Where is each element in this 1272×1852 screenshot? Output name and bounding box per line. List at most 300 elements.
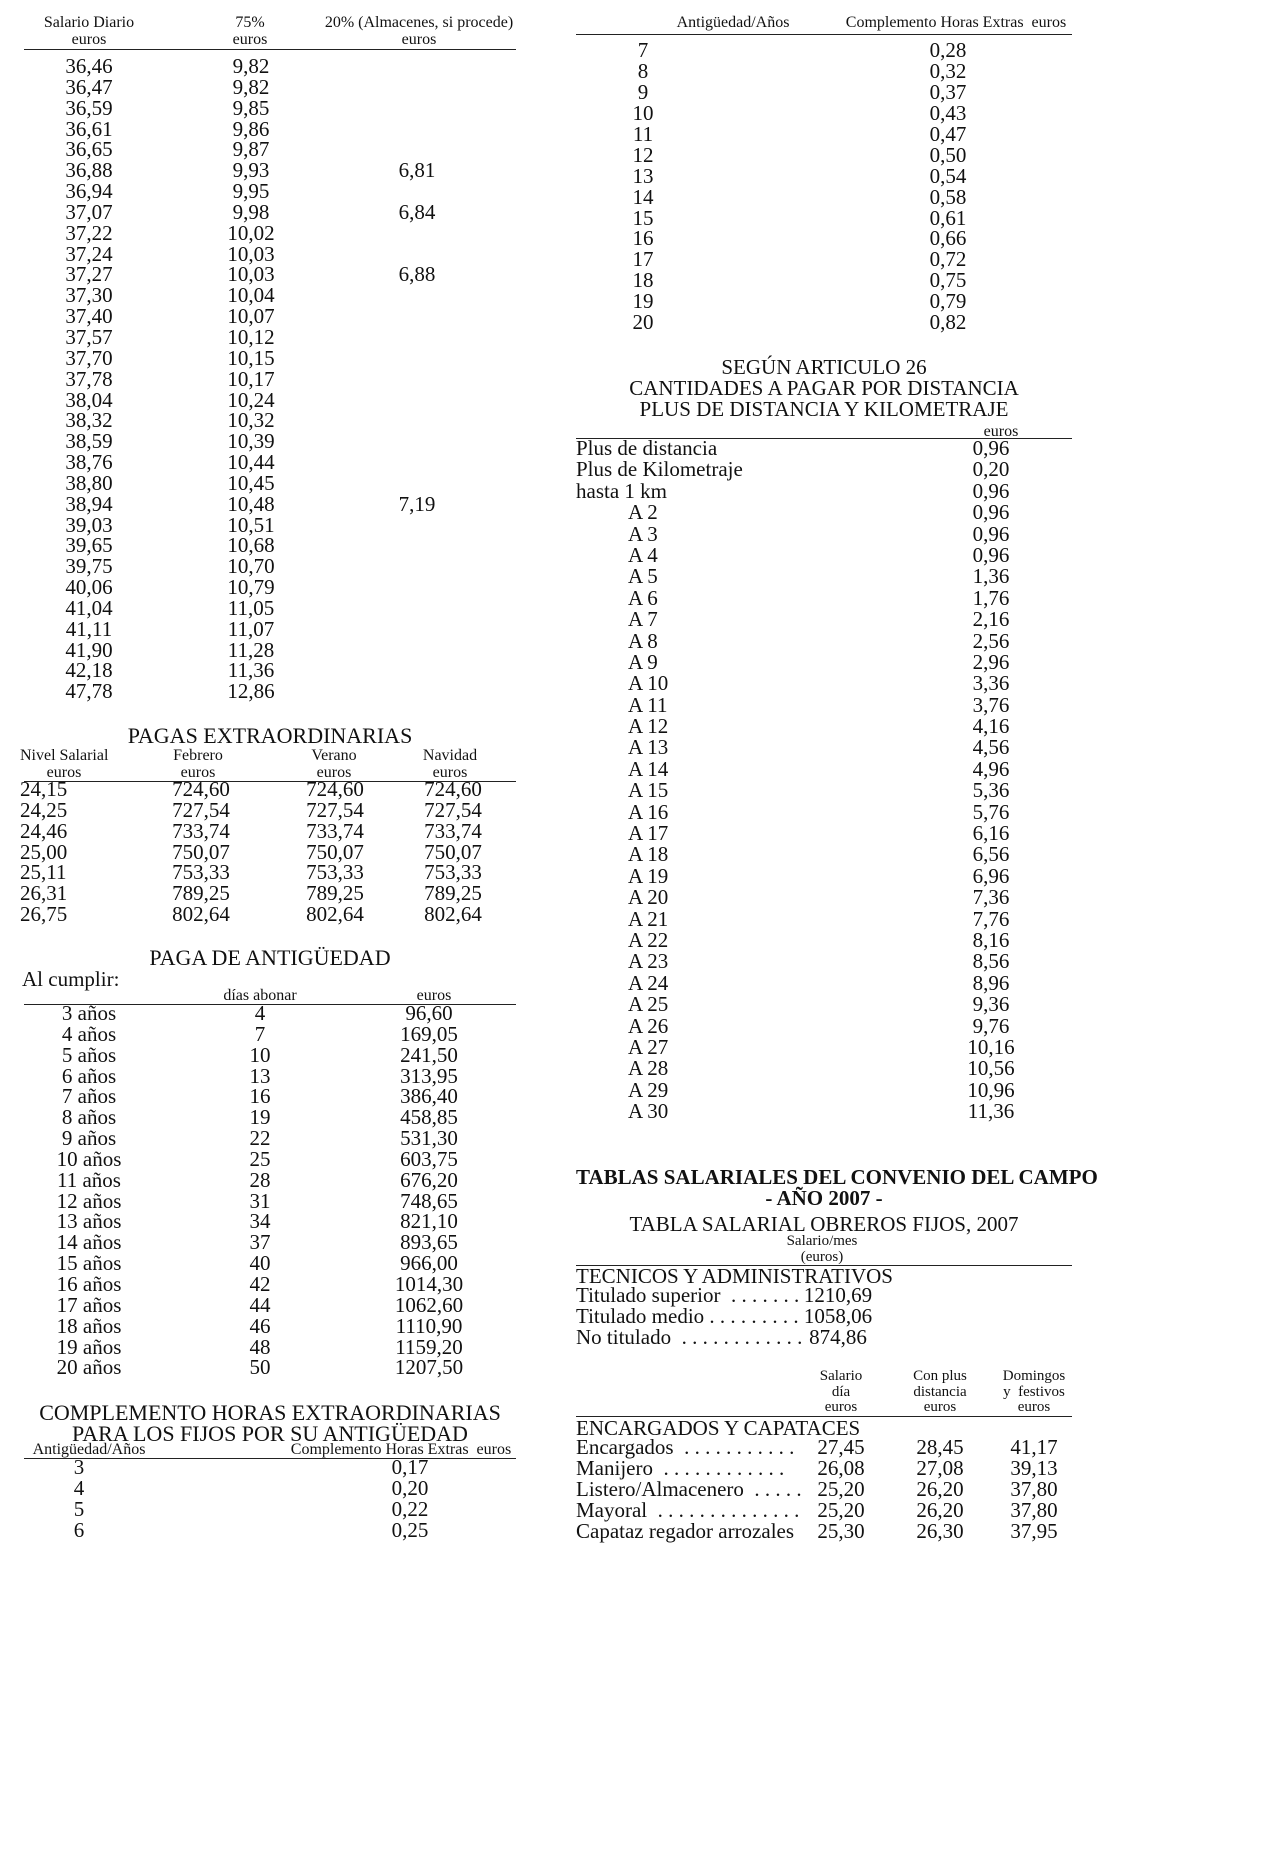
encargados-row-cell-4: 37,80 <box>1010 1498 1058 1522</box>
antig-row <box>24 1357 516 1378</box>
antig-row-cell-1: 20 años <box>56 1355 122 1380</box>
dist-row-label: A 17 <box>628 821 669 846</box>
dist-row <box>576 649 1072 674</box>
antig-row-cell-1: 17 años <box>56 1292 122 1317</box>
salario-row <box>24 116 516 141</box>
comp-right-row-cell-2: 0,47 <box>929 121 967 146</box>
antig-row <box>24 1146 516 1171</box>
dist-row-value: 9,36 <box>972 992 1010 1017</box>
dist-row-label: A 19 <box>628 863 669 888</box>
antig-row <box>24 1188 516 1213</box>
dist-row-label: A 24 <box>628 970 669 995</box>
salario-row-cell-3: 6,81 <box>398 158 436 183</box>
antig-row-cell-3: 748,65 <box>400 1188 458 1213</box>
dist-row-value: 11,36 <box>967 1099 1015 1124</box>
salario-row-cell-2: 10,45 <box>227 470 275 495</box>
salario-row-cell-1: 38,59 <box>65 429 113 454</box>
dist-row-value: 0,96 <box>972 436 1010 460</box>
salario-row-cell-1: 36,88 <box>65 158 113 183</box>
dist-row-label: A 30 <box>628 1099 669 1124</box>
antig-row-cell-3: 313,95 <box>400 1063 458 1088</box>
comp-rule-right <box>576 34 1072 35</box>
comp-right-row-cell-2: 0,54 <box>929 163 967 188</box>
pagas-row-cell-4: 727,54 <box>424 797 482 822</box>
dist-row-value: 0,96 <box>972 521 1010 546</box>
comp-right-row <box>632 100 1072 125</box>
salario-row-cell-2: 11,07 <box>227 616 275 641</box>
dist-row-value: 0,20 <box>972 457 1010 482</box>
salario-row <box>24 220 516 245</box>
pagas-row-cell-3: 733,74 <box>306 818 364 843</box>
pagas-table <box>20 777 516 927</box>
salario-row <box>24 324 516 349</box>
dist-row-value: 0,96 <box>972 500 1010 525</box>
salario-row <box>24 512 516 537</box>
comp-right-row <box>632 268 1072 293</box>
comp-right-row-cell-1: 9 <box>637 79 649 104</box>
comp-right-row <box>632 289 1072 314</box>
antig-row-cell-3: 1110,90 <box>395 1313 463 1338</box>
comp-left-row-cell-2: 0,22 <box>391 1496 429 1521</box>
antig-row-cell-2: 28 <box>249 1167 271 1192</box>
dist-row-label: Plus de distancia <box>576 436 718 460</box>
comp-title-2: PARA LOS FIJOS POR SU ANTIGÜEDAD <box>72 1421 468 1446</box>
antig-row-cell-2: 16 <box>249 1084 271 1109</box>
dist-row <box>576 502 1072 523</box>
antig-row <box>24 1042 516 1067</box>
dist-row <box>576 756 1072 781</box>
antig-row-cell-1: 12 años <box>56 1188 122 1213</box>
pagas-row-cell-4: 753,33 <box>424 860 482 885</box>
antig-row-cell-1: 15 años <box>56 1251 122 1276</box>
dist-row <box>576 438 1072 459</box>
salario-row-cell-2: 10,12 <box>227 324 275 349</box>
dist-row-label: A 18 <box>628 842 669 867</box>
salario-row <box>24 681 516 702</box>
pagas-row-cell-3: 727,54 <box>306 797 364 822</box>
tecnicos-heading: TECNICOS Y ADMINISTRATIVOS <box>576 1264 893 1288</box>
pagas-row-cell-4: 733,74 <box>424 818 482 843</box>
salario-row-cell-2: 9,98 <box>232 199 270 224</box>
pagas-row-cell-3: 750,07 <box>306 839 364 864</box>
comp-right-row <box>632 142 1072 167</box>
tecnicos-row-cell-1: Titulado superior . . . . . . . <box>576 1283 800 1307</box>
comp-left-row <box>24 1496 516 1521</box>
antig-row-cell-1: 14 años <box>56 1230 122 1255</box>
salario-row-cell-2: 10,79 <box>227 575 275 600</box>
antig-row <box>24 1271 516 1296</box>
dist-row <box>576 1034 1072 1059</box>
dist-row-label: A 5 <box>628 564 658 589</box>
antig-row-cell-1: 3 años <box>61 1001 117 1025</box>
comp-right-row-cell-1: 14 <box>632 184 654 209</box>
pagas-row-cell-4: 750,07 <box>424 839 482 864</box>
pagas-row <box>20 902 516 927</box>
dist-row <box>576 673 1072 694</box>
comp-title-1: COMPLEMENTO HORAS EXTRAORDINARIAS <box>39 1400 501 1425</box>
salario-row-cell-2: 10,32 <box>227 408 275 433</box>
dist-row <box>576 844 1072 865</box>
salario-row-cell-2: 10,39 <box>227 429 275 454</box>
salario-row-cell-3: 7,19 <box>398 491 436 516</box>
dist-row <box>576 823 1072 844</box>
pagas-row-cell-1: 26,75 <box>20 902 68 927</box>
comp-table-left <box>24 1457 516 1540</box>
dist-row-value: 6,96 <box>972 863 1010 888</box>
dist-row-value: 10,16 <box>967 1034 1015 1059</box>
dist-row-value: 5,76 <box>972 799 1010 824</box>
dist-table <box>576 438 1072 1123</box>
dist-row-value: 7,76 <box>972 906 1010 931</box>
antig-row-cell-2: 50 <box>249 1355 271 1380</box>
salario-row-cell-2: 10,24 <box>227 387 275 412</box>
comp-right-row-cell-2: 0,50 <box>929 142 967 167</box>
antig-row-cell-1: 13 años <box>56 1209 122 1234</box>
salario-row-cell-1: 37,24 <box>65 241 113 266</box>
antig-row-cell-2: 19 <box>249 1105 271 1130</box>
pagas-row-cell-2: 727,54 <box>172 797 230 822</box>
salario-row-cell-2: 9,87 <box>232 137 270 162</box>
comp-right-row-cell-1: 7 <box>637 38 649 62</box>
header-antig-euros: euros <box>416 987 452 1004</box>
salario-row-cell-2: 9,82 <box>232 54 270 78</box>
antig-row-cell-3: 241,50 <box>400 1042 458 1067</box>
pagas-row-cell-2: 753,33 <box>172 860 230 885</box>
dist-row <box>576 994 1072 1015</box>
comp-left-row-cell-2: 0,17 <box>391 1455 429 1479</box>
salario-row <box>24 181 516 202</box>
salario-row <box>24 660 516 681</box>
pagas-row-cell-4: 724,60 <box>424 777 482 801</box>
dist-row-label: A 29 <box>628 1077 669 1102</box>
encargados-row-cell-3: 28,45 <box>916 1435 964 1459</box>
antig-row <box>24 1313 516 1338</box>
dist-row <box>576 478 1072 503</box>
salario-mes-unit: (euros) <box>800 1249 844 1265</box>
salario-row-cell-2: 10,07 <box>227 304 275 329</box>
antig-row-cell-1: 10 años <box>56 1146 122 1171</box>
header-75-unit: euros <box>232 31 268 48</box>
antig-row-cell-1: 9 años <box>61 1126 117 1151</box>
salario-row-cell-1: 42,18 <box>65 658 113 683</box>
encargados-row-cell-4: 41,17 <box>1010 1435 1058 1459</box>
dist-row-label: A 22 <box>628 927 669 952</box>
encargados-table <box>576 1437 1072 1542</box>
dist-row-label: Plus de Kilometraje <box>576 457 743 482</box>
encargados-row-cell-1: Encargados . . . . . . . . . . . <box>576 1435 795 1459</box>
dist-row-label: A 26 <box>628 1013 669 1038</box>
encargados-row-cell-4: 39,13 <box>1010 1456 1058 1480</box>
encargados-row-cell-4: 37,80 <box>1010 1477 1058 1501</box>
pagas-row-cell-3: 802,64 <box>306 902 364 927</box>
dist-row-value: 4,96 <box>972 756 1010 781</box>
salario-row-cell-1: 38,76 <box>65 450 113 475</box>
antig-row <box>24 1021 516 1046</box>
salario-row <box>24 577 516 598</box>
tecnicos-row-cell-1: Titulado medio . . . . . . . . . <box>576 1304 799 1328</box>
salario-row-cell-1: 37,30 <box>65 283 113 308</box>
comp-right-row-cell-2: 0,32 <box>929 58 967 83</box>
pagas-row <box>20 818 516 843</box>
antig-row <box>24 1167 516 1192</box>
salario-row-cell-1: 40,06 <box>65 575 113 600</box>
dist-row-value: 8,16 <box>972 927 1010 952</box>
comp-right-row-cell-1: 17 <box>632 247 654 272</box>
header-dias: días abonar <box>223 987 297 1004</box>
dist-title-1: SEGÚN ARTICULO 26 <box>721 355 927 379</box>
encargados-row-cell-2: 25,20 <box>817 1498 865 1522</box>
antig-row-cell-2: 13 <box>249 1063 271 1088</box>
salario-row-cell-2: 10,03 <box>227 262 275 287</box>
dist-row <box>576 906 1072 931</box>
antig-row <box>24 1107 516 1128</box>
dist-row-label: A 12 <box>628 714 669 739</box>
antig-row-cell-3: 1159,20 <box>395 1334 463 1359</box>
antig-row-cell-2: 46 <box>249 1313 271 1338</box>
dist-row <box>576 863 1072 888</box>
encargados-row-cell-1: Listero/Almacenero . . . . . <box>576 1477 802 1501</box>
salario-row-cell-2: 9,85 <box>232 95 270 120</box>
antig-row-cell-1: 19 años <box>56 1334 122 1359</box>
pagas-row-cell-3: 724,60 <box>306 777 364 801</box>
salario-row-cell-2: 11,28 <box>227 637 275 662</box>
encargados-row <box>576 1500 1072 1521</box>
header-salario-dia: Salario <box>819 1368 863 1384</box>
pagas-row-cell-2: 802,64 <box>172 902 230 927</box>
dist-row-value: 7,36 <box>972 885 1010 910</box>
comp-right-row <box>632 226 1072 251</box>
salario-row <box>24 199 516 224</box>
antig-row-cell-3: 96,60 <box>405 1001 453 1025</box>
encargados-row <box>576 1458 1072 1479</box>
dist-row-label: A 11 <box>628 692 668 717</box>
salario-row-cell-1: 37,70 <box>65 345 113 370</box>
antig-row-cell-3: 893,65 <box>400 1230 458 1255</box>
dist-row <box>576 799 1072 824</box>
salario-row <box>24 491 516 516</box>
tecnicos-row <box>576 1327 1072 1348</box>
comp-right-row-cell-2: 0,82 <box>929 310 967 335</box>
salario-row <box>24 74 516 99</box>
header-nivel: Nivel Salarial <box>20 747 109 764</box>
pagas-row-cell-1: 24,46 <box>20 818 68 843</box>
comp-left-row-cell-1: 3 <box>73 1455 85 1479</box>
comp-right-row-cell-1: 16 <box>632 226 654 251</box>
comp-right-row <box>632 184 1072 209</box>
dist-unit: euros <box>983 423 1019 440</box>
pagas-row-cell-4: 802,64 <box>424 902 482 927</box>
antig-row-cell-1: 7 años <box>61 1084 117 1109</box>
salario-row-cell-2: 10,70 <box>227 554 275 579</box>
header-75: 75% <box>235 14 265 31</box>
tecnicos-table <box>576 1285 1072 1348</box>
salario-row-cell-1: 36,94 <box>65 179 113 204</box>
header-con-plus: Con plus <box>913 1368 967 1384</box>
dist-row <box>576 521 1072 546</box>
header-domingos-unit: euros <box>1017 1399 1051 1415</box>
salario-row-cell-1: 47,78 <box>65 679 113 704</box>
comp-right-row-cell-1: 15 <box>632 205 654 230</box>
comp-right-row-cell-2: 0,79 <box>929 289 967 314</box>
dist-row <box>576 1101 1072 1122</box>
pagas-row-cell-1: 24,15 <box>20 777 68 801</box>
salario-row-cell-1: 37,27 <box>65 262 113 287</box>
salario-row <box>24 241 516 266</box>
salario-row <box>24 366 516 391</box>
encargados-row <box>576 1521 1072 1542</box>
comp-left-row <box>24 1475 516 1500</box>
comp-right-row <box>637 58 1072 83</box>
salario-row-cell-1: 37,57 <box>65 324 113 349</box>
pagas-title: PAGAS EXTRAORDINARIAS <box>127 723 413 748</box>
header-navidad-unit: euros <box>432 764 468 781</box>
header-salario-dia-2: día <box>831 1383 851 1400</box>
salario-row-cell-1: 37,40 <box>65 304 113 329</box>
antig-row-cell-1: 4 años <box>61 1021 117 1046</box>
comp-right-row-cell-1: 18 <box>632 268 654 293</box>
dist-row <box>576 780 1072 801</box>
salario-mes-label: Salario/mes <box>786 1233 858 1249</box>
salario-row-cell-1: 38,04 <box>65 387 113 412</box>
salario-row-cell-2: 10,03 <box>227 241 275 266</box>
salario-row <box>24 264 516 285</box>
pagas-row-cell-1: 25,11 <box>20 860 67 885</box>
comp-header-right <box>676 14 1072 32</box>
dist-row-label: A 9 <box>628 649 658 674</box>
antig-row-cell-1: 16 años <box>56 1271 122 1296</box>
comp-right-row-cell-1: 20 <box>632 310 654 335</box>
campo-title-1: TABLAS SALARIALES DEL CONVENIO DEL CAMPO <box>576 1165 1098 1189</box>
dist-row-value: 5,36 <box>972 778 1010 803</box>
dist-row-value: 3,76 <box>972 692 1010 717</box>
antig-subtitle: Al cumplir: <box>22 967 120 991</box>
comp-left-row-cell-1: 4 <box>73 1475 85 1500</box>
salario-row-cell-2: 10,68 <box>227 533 275 558</box>
antig-row-cell-2: 44 <box>249 1292 271 1317</box>
antig-row-cell-2: 4 <box>254 1001 266 1025</box>
salario-row-cell-2: 9,82 <box>232 74 270 99</box>
salario-row-cell-1: 36,61 <box>65 116 113 141</box>
antig-row <box>24 1063 516 1088</box>
salario-row-cell-2: 10,51 <box>227 512 275 537</box>
comp-right-row-cell-2: 0,28 <box>929 38 967 62</box>
salario-row <box>24 56 516 77</box>
antig-row <box>24 1128 516 1149</box>
pagas-row <box>20 860 516 885</box>
antig-row <box>24 1086 516 1107</box>
comp-right-row <box>637 79 1072 104</box>
dist-row-value: 2,16 <box>972 607 1010 632</box>
antig-row-cell-2: 37 <box>249 1230 271 1255</box>
dist-row-label: hasta 1 km <box>576 478 667 503</box>
header-salario-diario-unit: euros <box>71 31 107 48</box>
pagas-row-cell-2: 724,60 <box>172 777 230 801</box>
pagas-header <box>20 747 516 781</box>
dist-row <box>576 716 1072 737</box>
dist-row <box>576 542 1072 567</box>
antig-row-cell-1: 6 años <box>61 1063 117 1088</box>
comp-right-row-cell-2: 0,75 <box>929 268 967 293</box>
salario-rule <box>24 49 516 50</box>
dist-row-value: 4,56 <box>972 735 1010 760</box>
salario-row <box>24 345 516 370</box>
encargados-row <box>576 1437 1072 1458</box>
salario-row-cell-2: 9,93 <box>232 158 270 183</box>
dist-row-value: 10,96 <box>967 1077 1015 1102</box>
dist-row-label: A 27 <box>628 1034 669 1059</box>
salario-row <box>24 470 516 495</box>
pagas-row <box>20 777 516 801</box>
salario-row-cell-1: 36,59 <box>65 95 113 120</box>
header-verano: Verano <box>311 747 357 764</box>
salario-row-cell-1: 37,07 <box>65 199 113 224</box>
salario-row <box>24 616 516 641</box>
antig-row <box>24 1253 516 1274</box>
header-domingos-2: y festivos <box>1003 1383 1065 1400</box>
antig-row-cell-2: 10 <box>249 1042 271 1067</box>
dist-row-label: A 16 <box>628 799 669 824</box>
comp-right-row-cell-1: 11 <box>632 121 654 146</box>
dist-row-value: 3,36 <box>972 671 1010 696</box>
salario-row-cell-2: 11,36 <box>227 658 275 683</box>
dist-row <box>576 1013 1072 1038</box>
pagas-row-cell-1: 26,31 <box>20 881 68 906</box>
antig-row-cell-2: 25 <box>249 1146 271 1171</box>
dist-row-label: A 4 <box>628 542 658 567</box>
tecnicos-row-cell-2: 1210,69 <box>803 1283 873 1307</box>
header-con-plus-2: distancia <box>913 1383 967 1400</box>
encargados-row-cell-1: Mayoral . . . . . . . . . . . . . . <box>576 1498 800 1522</box>
encargados-heading: ENCARGADOS Y CAPATACES <box>576 1416 861 1440</box>
salario-row-cell-2: 10,02 <box>227 220 275 245</box>
pagas-row-cell-4: 789,25 <box>424 881 482 906</box>
antig-row-cell-3: 821,10 <box>400 1209 458 1234</box>
tecnicos-row-cell-2: 874,86 <box>809 1325 867 1349</box>
comp-table-right <box>632 38 1072 335</box>
pagas-row-cell-1: 24,25 <box>20 797 68 822</box>
pagas-row-cell-3: 753,33 <box>306 860 364 885</box>
salario-row <box>24 431 516 452</box>
salario-row-cell-3: 6,84 <box>398 199 436 224</box>
dist-row <box>576 585 1072 610</box>
header-complemento: Complemento Horas Extras euros <box>290 1441 512 1458</box>
antig-row-cell-2: 22 <box>249 1126 271 1151</box>
dist-row-value: 6,56 <box>972 842 1010 867</box>
salario-row <box>24 139 516 160</box>
salario-row <box>24 160 516 181</box>
salario-row-cell-3: 6,88 <box>398 262 436 287</box>
header-salario-dia-unit: euros <box>824 1399 858 1415</box>
dist-row <box>576 609 1072 630</box>
dist-row-value: 10,56 <box>967 1056 1015 1081</box>
dist-row-value: 0,96 <box>972 542 1010 567</box>
salario-row-cell-2: 10,04 <box>227 283 275 308</box>
pagas-row-cell-2: 789,25 <box>172 881 230 906</box>
dist-row <box>576 951 1072 972</box>
dist-row-label: A 14 <box>628 756 669 781</box>
salario-table <box>24 56 516 702</box>
salario-row-cell-1: 41,11 <box>65 616 113 641</box>
comp-right-row-cell-2: 0,66 <box>929 226 967 251</box>
salario-row <box>24 387 516 412</box>
comp-left-row-cell-1: 6 <box>73 1517 85 1542</box>
salario-row <box>24 452 516 473</box>
dist-row-label: A 10 <box>628 671 669 696</box>
pagas-row <box>20 797 516 822</box>
tecnicos-row <box>576 1306 1072 1327</box>
campo-title-2: - AÑO 2007 - <box>765 1186 883 1210</box>
salario-row <box>24 595 516 620</box>
